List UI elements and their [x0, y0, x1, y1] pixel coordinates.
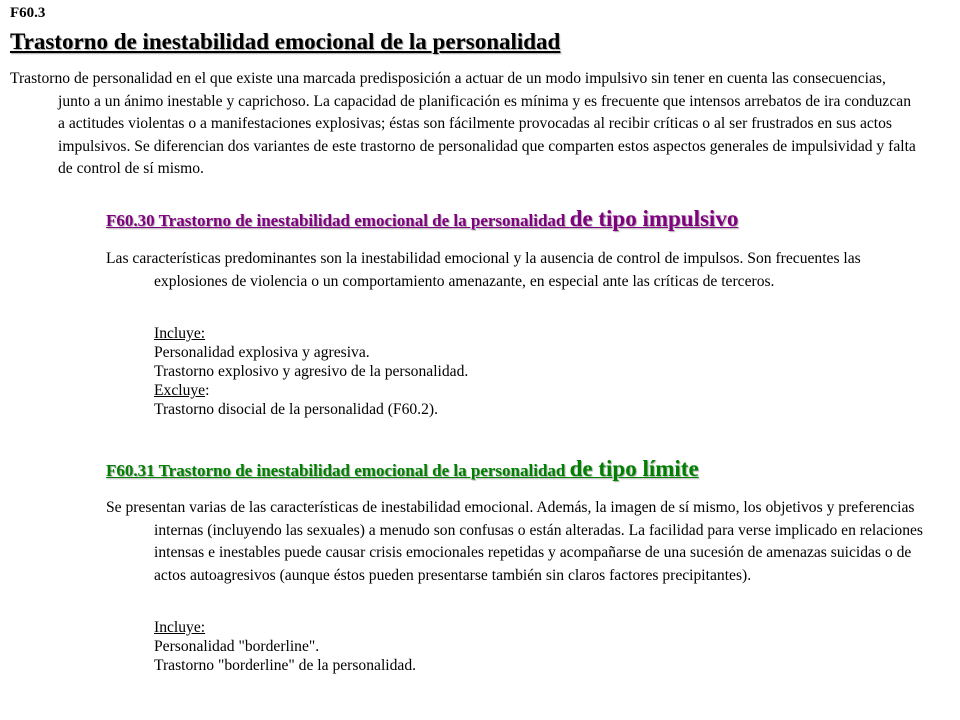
includes-label: Incluye:: [154, 619, 206, 636]
excludes-label: Excluye: [154, 382, 206, 399]
list-item: Trastorno "borderline" de la personalidad.: [154, 657, 417, 674]
list-item: Trastorno explosivo y agresivo de la personalidad.: [154, 363, 469, 380]
list-item: Personalidad explosiva y agresiva.: [154, 344, 370, 361]
diagnosis-code: F60.3: [10, 5, 46, 21]
section-title-borderline: [106, 456, 699, 485]
excludes-colon: :: [205, 382, 210, 399]
list-item: Personalidad "borderline".: [154, 638, 320, 655]
section-title-impulsive: [106, 206, 738, 235]
includes-block-borderline: [154, 618, 416, 675]
section-description-borderline: Se presentan varias de las características de inestabilidad emocional. Además, la imagen de sí mismo, los objetivos y preferencias internas (incluyendo las sexuales) a menudo son confusas o están alteradas. La facilidad para verse implicado en relaciones intensas e inestables puede causar crisis emocionales repetidas y acompañarse de una sucesión de amenazas suicidas o de actos autoagresivos (aunque éstos pueden presentarse también sin claros factores precipitantes).: [106, 499, 923, 584]
includes-label: Incluye:: [154, 325, 206, 342]
section-title-code: F60.30 Trastorno de inestabilidad emocional de la personalidad: [106, 211, 570, 230]
includes-block-impulsive: [154, 324, 468, 419]
list-item: Trastorno disocial de la personalidad (F60.2).: [154, 401, 438, 418]
section-title-code: F60.31 Trastorno de inestabilidad emocional de la personalidad: [106, 461, 570, 480]
page-title: Trastorno de inestabilidad emocional de la personalidad: [10, 29, 561, 54]
section-title-type: de tipo límite: [569, 456, 699, 481]
intro-paragraph: Trastorno de personalidad en el que existe una marcada predisposición a actuar de un modo impulsivo sin tener en cuenta las consecuencias, junto a un ánimo inestable y caprichoso. La capacidad de planificación es mínima y es frecuente que intensos arrebatos de ira conduzcan a actitudes violentas o a manifestaciones explosivas; éstas son fácilmente provocadas al recibir críticas o al ser frustrados en sus actos impulsivos. Se diferencian dos variantes de este trastorno de personalidad que comparten estos aspectos generales de impulsividad y falta de control de sí mismo.: [10, 70, 916, 177]
section-description-impulsive: Las características predominantes son la inestabilidad emocional y la ausencia de control de impulsos. Son frecuentes las explosiones de violencia o un comportamiento amenazante, en especial ante las críticas de terceros.: [106, 250, 861, 290]
section-title-type: de tipo impulsivo: [569, 206, 739, 231]
